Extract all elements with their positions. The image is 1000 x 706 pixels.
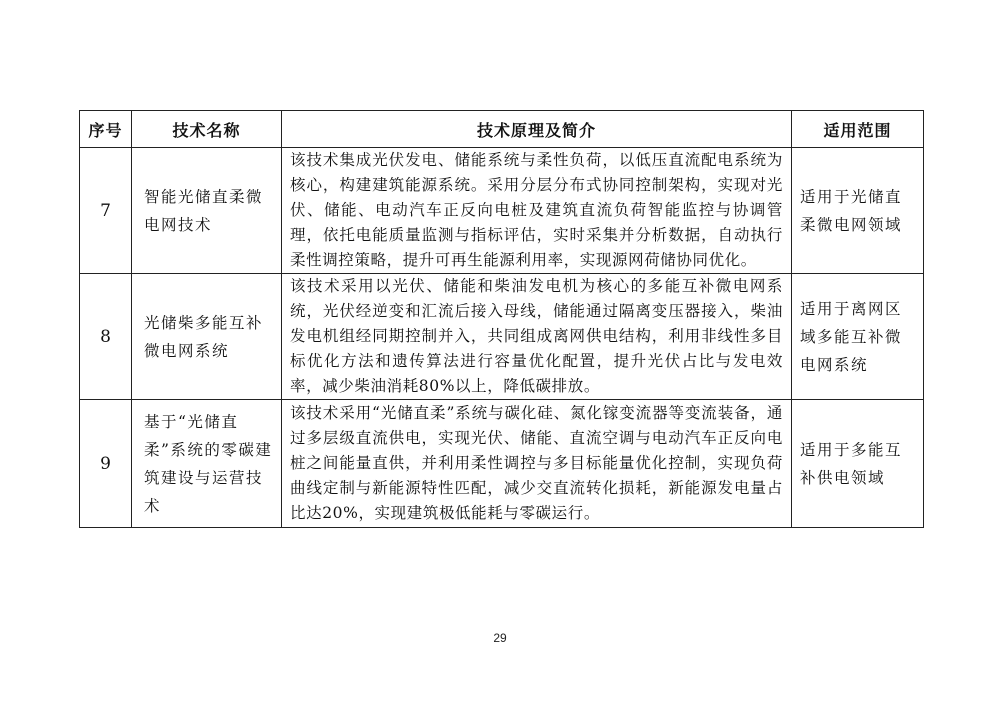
row-principle-description: 该技术采用以光伏、储能和柴油发电机为核心的多能互补微电网系统，光伏经逆变和汇流后接入母线，储能通过隔离变压器接入，柴油发电机组经同期控制并入，共同组成离网供电结构，利用非线性多目标优化方法和遗传算法进行容量优化配置，提升光伏占比与发电效率，减少柴油消耗80%以上，降低碳排放。: [282, 274, 792, 400]
header-technology-name: 技术名称: [132, 111, 282, 148]
table-row: [80, 400, 924, 528]
header-principle-description: 技术原理及简介: [282, 111, 792, 148]
table-row: [80, 148, 924, 274]
row-technology-name: 智能光储直柔微电网技术: [132, 148, 282, 274]
row-application-scope: 适用于离网区域多能互补微电网系统: [792, 274, 924, 400]
header-serial-number: 序号: [80, 111, 132, 148]
header-application-scope: 适用范围: [792, 111, 924, 148]
row-technology-name: 光储柴多能互补微电网系统: [132, 274, 282, 400]
table-header-row: [80, 111, 924, 148]
row-technology-name: 基于“光储直柔”系统的零碳建筑建设与运营技术: [132, 400, 282, 528]
row-principle-description: 该技术集成光伏发电、储能系统与柔性负荷，以低压直流配电系统为核心，构建建筑能源系统。采用分层分布式协同控制架构，实现对光伏、储能、电动汽车正反向电桩及建筑直流负荷智能监控与协调管理，依托电能质量监测与指标评估，实时采集并分析数据，自动执行柔性调控策略，提升可再生能源利用率，实现源网荷储协同优化。: [282, 148, 792, 274]
row-serial-number: 7: [80, 148, 132, 274]
table-row: [80, 274, 924, 400]
row-serial-number: 9: [80, 400, 132, 528]
technology-table: [79, 110, 924, 528]
row-principle-description: 该技术采用“光储直柔”系统与碳化硅、氮化镓变流器等变流装备，通过多层级直流供电，实现光伏、储能、直流空调与电动汽车正反向电桩之间能量直供，并利用柔性调控与多目标能量优化控制，实现负荷曲线定制与新能源特性匹配，减少交直流转化损耗，新能源发电量占比达20%，实现建筑极低能耗与零碳运行。: [282, 400, 792, 528]
page-number: 29: [493, 631, 507, 645]
row-application-scope: 适用于多能互补供电领域: [792, 400, 924, 528]
row-application-scope: 适用于光储直柔微电网领域: [792, 148, 924, 274]
row-serial-number: 8: [80, 274, 132, 400]
